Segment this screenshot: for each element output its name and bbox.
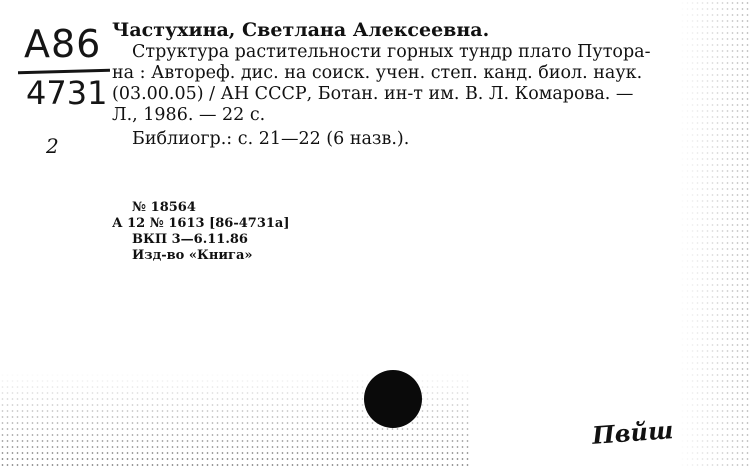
inventory-number: 4731 — [26, 74, 108, 112]
record-block — [112, 200, 290, 264]
card-punch-hole — [364, 370, 422, 428]
title-line-2: на : Автореф. дис. на соиск. учен. степ. канд. биол. наук. — [112, 63, 643, 83]
shelf-mark: А86 — [24, 22, 102, 66]
bibliographic-entry — [112, 18, 732, 150]
handwritten-signature: Пвйш — [591, 415, 675, 450]
bibliography-note: Библиогр.: с. 21—22 (6 назв.). — [132, 129, 410, 149]
publisher-line: Изд-во «Книга» — [132, 248, 253, 263]
title-line-4: Л., 1986. — 22 с. — [112, 105, 266, 125]
author-heading: Частухина, Светлана Алексеевна. — [112, 19, 490, 41]
record-number: № 18564 — [132, 200, 196, 215]
title-line-3: (03.00.05) / АН СССР, Ботан. ин-т им. В. Л. Комарова. — — [112, 84, 634, 104]
copy-mark: 2 — [46, 134, 59, 158]
title-line-1: Структура растительности горных тундр плато Путора- — [132, 42, 651, 62]
registration-line: А 12 № 1613 [86-4731а] — [112, 216, 290, 231]
vkp-line: ВКП 3—6.11.86 — [132, 232, 248, 247]
